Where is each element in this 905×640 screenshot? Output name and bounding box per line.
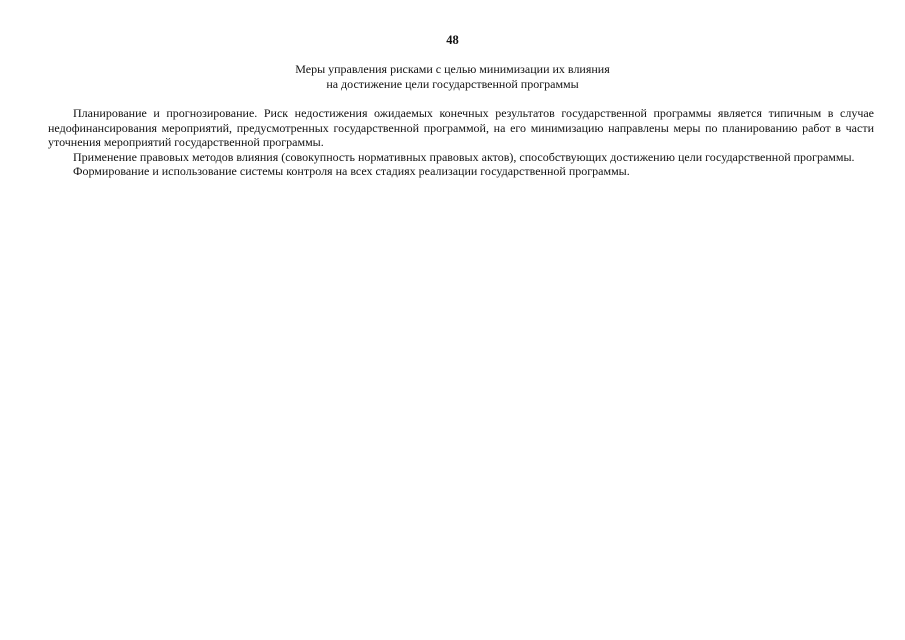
page-number: 48 [446, 33, 459, 47]
body-text [48, 106, 874, 179]
section-heading [0, 62, 905, 91]
paragraph-planning: Планирование и прогнозирование. Риск недостижения ожидаемых конечных результатов государственной программы является типичным в случае недофинансирования мероприятий, предусмотренных государственной программой, на его минимизацию направлены меры по планированию работ в части уточнения мероприятий государственной программы. [48, 106, 874, 149]
section-heading-line-2: на достижение цели государственной программы [326, 76, 579, 91]
section-heading-line-1: Меры управления рисками с целью минимизации их влияния [295, 62, 610, 76]
paragraph-control-system: Формирование и использование системы контроля на всех стадиях реализации государственной программы. [73, 164, 630, 178]
paragraph-legal-methods: Применение правовых методов влияния (совокупность нормативных правовых актов), способствующих достижению цели государственной программы. [73, 149, 855, 164]
